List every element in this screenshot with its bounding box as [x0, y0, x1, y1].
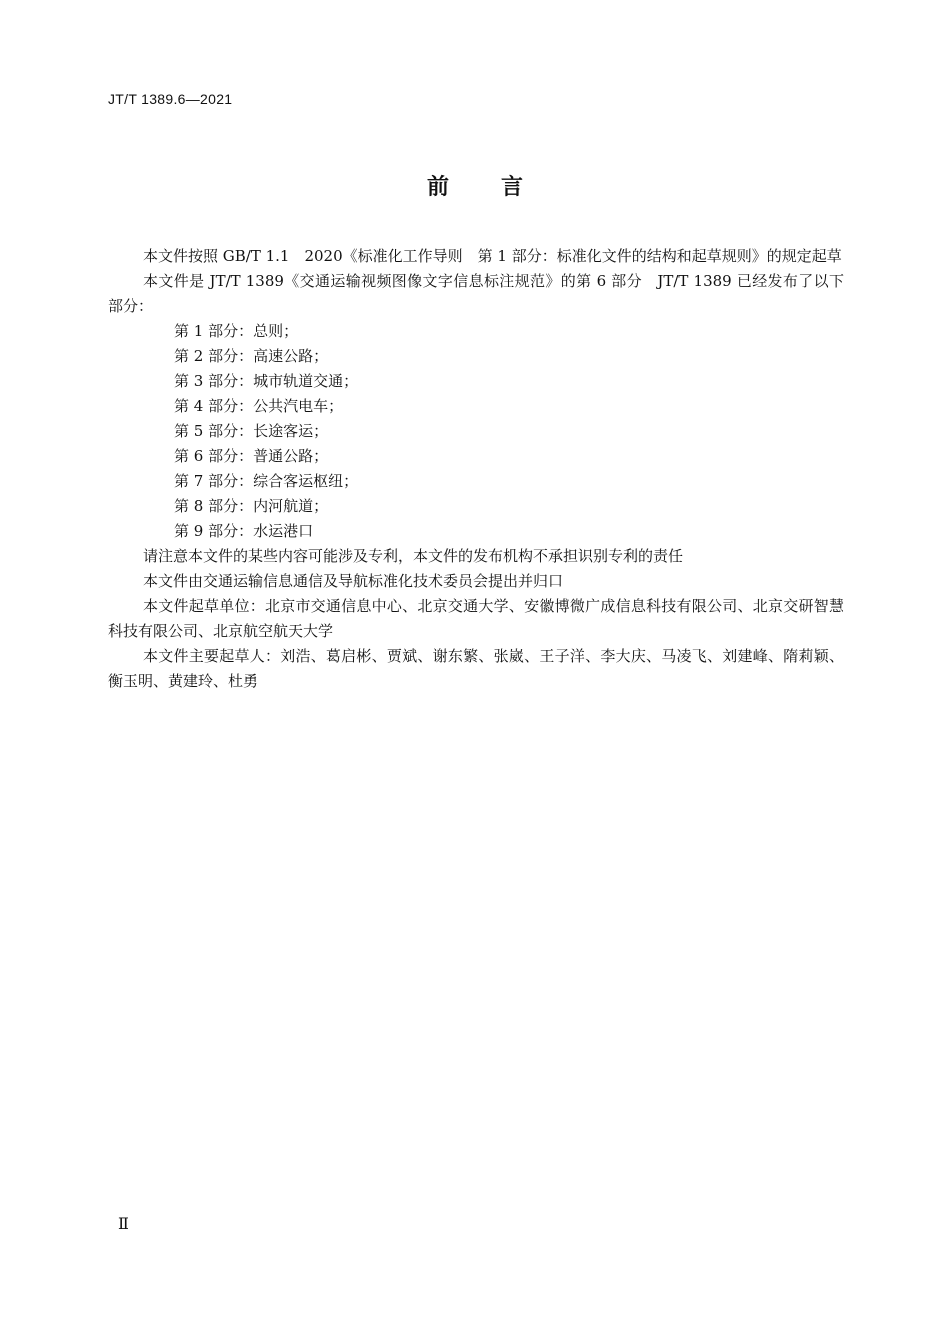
page-number: Ⅱ: [118, 1214, 129, 1233]
paragraph-patent-notice: 请注意本文件的某些内容可能涉及专利，本文件的发布机构不承担识别专利的责任: [143, 547, 684, 565]
paragraph-proposer: 本文件由交通运输信息通信及导航标准化技术委员会提出并归口: [143, 572, 564, 590]
list-item: 第 8 部分：内河航道；: [174, 497, 329, 515]
list-item: 第 1 部分：总则；: [174, 322, 299, 340]
foreword-body: [108, 244, 844, 694]
paragraph-drafters: 本文件主要起草人：刘浩、葛启彬、贾斌、谢东繁、张崴、王子洋、李大庆、马凌飞、刘建峰、隋莉颖、衡玉明、黄建玲、杜勇: [108, 647, 844, 690]
list-item: 第 5 部分：长途客运；: [174, 422, 329, 440]
list-item: 第 3 部分：城市轨道交通；: [174, 372, 359, 390]
document-code: JT/T 1389.6—2021: [108, 91, 233, 107]
list-item: 第 4 部分：公共汽电车；: [174, 397, 344, 415]
paragraph-drafting-rules: 本文件按照 GB/T 1.1 2020《标准化工作导则 第 1 部分：标准化文件的结构和起草规则》的规定起草: [143, 247, 842, 265]
page-title: 前言: [426, 175, 575, 200]
paragraph-series-intro: 本文件是 JT/T 1389《交通运输视频图像文字信息标注规范》的第 6 部分 JT/T 1389 已经发布了以下部分：: [108, 272, 844, 315]
parts-list: [108, 319, 844, 544]
paragraph-drafting-units: 本文件起草单位：北京市交通信息中心、北京交通大学、安徽博微广成信息科技有限公司、北京交研智慧科技有限公司、北京航空航天大学: [108, 597, 844, 640]
list-item: 第 6 部分：普通公路；: [174, 447, 329, 465]
list-item: 第 2 部分：高速公路；: [174, 347, 329, 365]
list-item: 第 9 部分：水运港口: [174, 522, 314, 540]
list-item: 第 7 部分：综合客运枢纽；: [174, 472, 359, 490]
